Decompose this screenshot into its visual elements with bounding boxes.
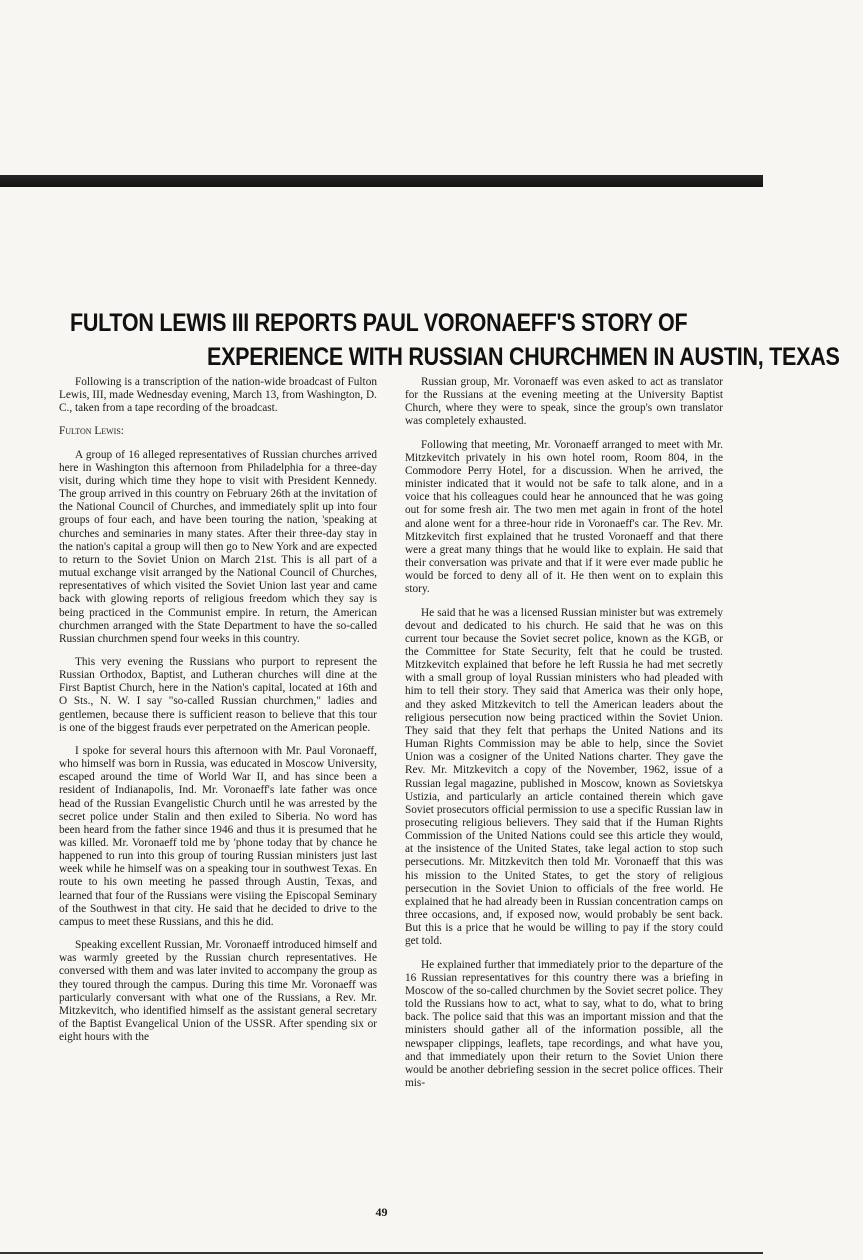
left-paragraph-3: I spoke for several hours this afternoon with Mr. Paul Voronaeff, who himself was born in Russia, was educated in Moscow University, escaped around the time of World War II, and has since been a resident of Indianapolis, Ind. Mr. Voronaeff's late father was once head of the Russian Evangelistic Church until he was arrested by the secret police under Stalin and then exiled to Siberia. No word has been heard from the father since 1946 and thus it is presumed that he was killed. Mr. Voronaeff told me by 'phone today that by chance he happened to run into this group of touring Russian ministers just last week while he himself was on a speaking tour in southwest Texas. En route to his own meeting he passed through Austin, Texas, and learned that four of the Russians were visiing the Episcopal Seminary of the Southwest in that city. He said that he decided to drive to the campus to meet these Russians, and this he did. bbox=[59, 744, 377, 928]
page-number: 49 bbox=[375, 1205, 388, 1219]
top-rule bbox=[0, 175, 763, 187]
byline: Fulton Lewis: bbox=[59, 425, 124, 438]
headline-line-2: EXPERIENCE WITH RUSSIAN CHURCHMEN IN AUSTIN, TEXAS bbox=[207, 343, 840, 371]
left-column bbox=[59, 376, 377, 1044]
right-paragraph-3: He said that he was a licensed Russian minister but was extremely devout and dedicated to his church. He said that he was on this current tour because the Soviet secret police, known as the KGB, or the Committee for State Security, felt that he could be trusted. Mitzkevitch explained that before he left Russia he had met secretly with a small group of loyal Russian ministers who had pleaded with him to tell their story. They said that America was their only hope, and they asked Mitzkevitch to tell the American leaders about the religious persecution now being practiced within the Soviet Union. They said that they felt that perhaps the United Nations and its Human Rights Commission may be able to help, since the Soviet Union was a cosigner of the United Nations charter. They gave the Rev. Mr. Mitzkevitch a copy of the November, 1962, issue of a Russian legal magazine, published in Moscow, known as Sovietskya Ustizia, and particularly an article contained therein which gave Soviet prosecutors official permission to use a specific Russian law in prosecuting religious believers. They said that if the Human Rights Commission of the United Nations could see this article they would, at the insistence of the United States, take legal action to stop such persecutions. Mr. Mitzkevitch then told Mr. Voronaeff that this was his mission to the United States, to get the story of religious persecution in the Soviet Union to officials of the free world. He explained that he had already been in Russian concentration camps on three occasions, and, if exposed now, would probably be sent back. But this is a price that he would be willing to pay if the story could get told. bbox=[405, 606, 723, 948]
right-paragraph-1: Russian group, Mr. Voronaeff was even asked to act as translator for the Russians at the evening meeting at the University Baptist Church, where they were to speak, since the group's own translator was completely exhausted. bbox=[405, 376, 723, 428]
right-paragraph-4: He explained further that immediately prior to the departure of the 16 Russian representatives for this country there was a briefing in Moscow of the so-called churchmen by the Soviet secret police. They told the Russians how to act, what to say, what to do, what to bring back. The police said that this was an important mission and that the ministers should gather all of the information possible, all the newspaper clippings, leaflets, tape recordings, and what have you, and that immediately upon their return to the Soviet Union there would be another debriefing session in the secret police offices. Their mis- bbox=[405, 958, 723, 1089]
left-paragraph-2: This very evening the Russians who purport to represent the Russian Orthodox, Baptist, and Lutheran churches will dine at the First Baptist Church, here in the Nation's capital, located at 16th and O Sts., N. W. I say "so-called Russian churchmen," ladies and gentlemen, because there is sufficient reason to believe that this tour is one of the biggest frauds ever perpetrated on the American people. bbox=[59, 655, 377, 734]
headline-line-1: FULTON LEWIS III REPORTS PAUL VORONAEFF'S STORY OF bbox=[70, 309, 688, 337]
left-paragraph-4: Speaking excellent Russian, Mr. Voronaeff introduced himself and was warmly greeted by the Russian church representatives. He conversed with them and was later invited to accompany the group as they toured through the campus. During this time Mr. Voronaeff was particularly conversant with what one of the Russians, a Rev. Mr. Mitzkevitch, who identified himself as the assistant general secretary of the Baptist Evangelical Union of the USSR. After spending six or eight hours with the bbox=[59, 939, 377, 1044]
left-paragraph-1: A group of 16 alleged representatives of Russian churches arrived here in Washington this afternoon from Philadelphia for a three-day visit, during which time they hope to visit with President Kennedy. The group arrived in this country on February 26th at the invitation of the National Council of Churches, and immediately split up into four groups of four each, and have been touring the nation, 'speaking at churches and seminaries in many states. After their three-day stay in the nation's capital a group will then go to New York and are expected to return to the Soviet Union on March 21st. This is all part of a mutual exchange visit arranged by the National Council of Churches, representatives of which visited the Soviet Union last year and came back with glowing reports of religious freedom which they say is being practiced in the Communist empire. In return, the American churchmen arranged with the State Department to have the so-called Russian churchmen spend four weeks in this country. bbox=[59, 448, 377, 645]
intro-paragraph: Following is a transcription of the nation-wide broadcast of Fulton Lewis, III, made Wednesday evening, March 13, from Washington, D. C., taken from a tape recording of the broadcast. bbox=[59, 376, 377, 415]
bottom-rule bbox=[0, 1252, 763, 1254]
right-paragraph-2: Following that meeting, Mr. Voronaeff arranged to meet with Mr. Mitzkevitch privately in his own hotel room, Room 804, in the Commodore Perry Hotel, for a discussion. When he arrived, the minister indicated that it would not be safe to talk alone, and in a voice that his colleagues could hear he announced that he was going out for some fresh air. The two men met again in front of the hotel and alone went for a three-hour ride in Voronaeff's car. The Rev. Mr. Mitzkevitch first explained that he trusted Voronaeff and that there were a great many things that he would like to explain. He said that their conversation was private and that if it were ever made public he would be forced to deny all of it. He then went on to explain this story. bbox=[405, 438, 723, 596]
right-column bbox=[405, 376, 723, 1090]
